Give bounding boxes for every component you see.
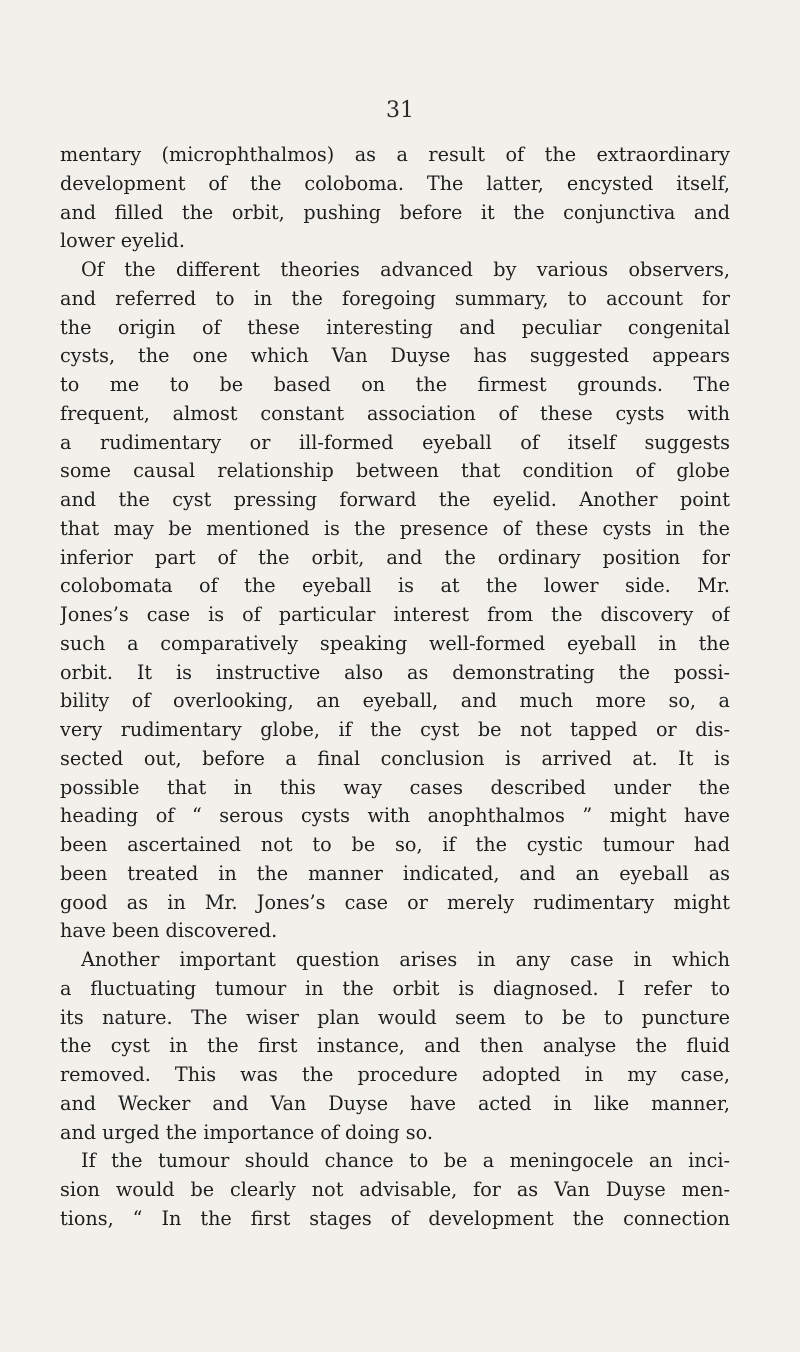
text-line: a fluctuating tumour in the orbit is diagnosed. I refer to — [60, 976, 730, 1000]
text-line: frequent, almost constant association of these cysts with — [60, 401, 730, 425]
text-line: removed. This was the procedure adopted in my case, — [60, 1063, 730, 1086]
text-line: a rudimentary or ill-formed eyeball of itself suggests — [60, 430, 730, 454]
text-line: cysts, the one which Van Duyse has suggested appears — [60, 344, 730, 368]
text-line: and Wecker and Van Duyse have acted in like manner, — [60, 1091, 730, 1115]
text-line: and the cyst pressing forward the eyelid. Another point — [60, 488, 730, 511]
text-line: If the tumour should chance to be a meningocele an inci- — [81, 1149, 730, 1173]
page-number: 31 — [386, 98, 414, 123]
text-line: possible that in this way cases described under the — [60, 775, 730, 799]
text-line: have been discovered. — [60, 919, 278, 943]
text-line: colobomata of the eyeball is at the lower side. Mr. — [60, 574, 730, 598]
text-line: heading of “ serous cysts with anophthalmos ” might have — [60, 804, 730, 828]
text-line: the origin of these interesting and peculiar congenital — [60, 315, 730, 339]
text-line: some causal relationship between that condition of globe — [60, 459, 730, 483]
text-line: to me to be based on the firmest grounds. The — [60, 373, 730, 396]
body-text — [60, 141, 730, 1234]
text-line: good as in Mr. Jones’s case or merely rudimentary might — [60, 890, 730, 914]
text-line: very rudimentary globe, if the cyst be not tapped or dis- — [60, 718, 730, 741]
text-line: been ascertained not to be so, if the cystic tumour had — [60, 833, 730, 856]
text-line: Another important question arises in any case in which — [81, 948, 730, 971]
text-line: sected out, before a final conclusion is arrived at. It is — [60, 746, 730, 770]
text-line: the cyst in the first instance, and then analyse the fluid — [60, 1034, 730, 1058]
text-line: development of the coloboma. The latter, encysted itself, — [60, 171, 730, 195]
text-line: been treated in the manner indicated, and an eyeball as — [60, 861, 730, 885]
text-line: and urged the importance of doing so. — [60, 1120, 433, 1144]
text-line: Jones’s case is of particular interest from the discovery of — [60, 603, 730, 626]
text-line: such a comparatively speaking well-formed eyeball in the — [60, 631, 730, 655]
text-line: tions, “ In the first stages of development the connection — [60, 1206, 730, 1230]
text-line: Of the different theories advanced by various observers, — [81, 258, 730, 281]
text-line: and filled the orbit, pushing before it the conjunctiva and — [60, 200, 730, 224]
text-line: its nature. The wiser plan would seem to be to puncture — [60, 1005, 730, 1029]
text-line: lower eyelid. — [60, 229, 185, 253]
text-line: inferior part of the orbit, and the ordinary position for — [60, 545, 730, 569]
text-line: that may be mentioned is the presence of these cysts in the — [60, 516, 730, 540]
text-line: orbit. It is instructive also as demonstrating the possi- — [60, 660, 730, 684]
text-line: mentary (microphthalmos) as a result of the extraordinary — [60, 143, 730, 166]
text-line: sion would be clearly not advisable, for as Van Duyse men- — [60, 1178, 730, 1201]
text-line: bility of overlooking, an eyeball, and much more so, a — [60, 689, 730, 713]
text-line: and referred to in the foregoing summary, to account for — [60, 286, 730, 310]
